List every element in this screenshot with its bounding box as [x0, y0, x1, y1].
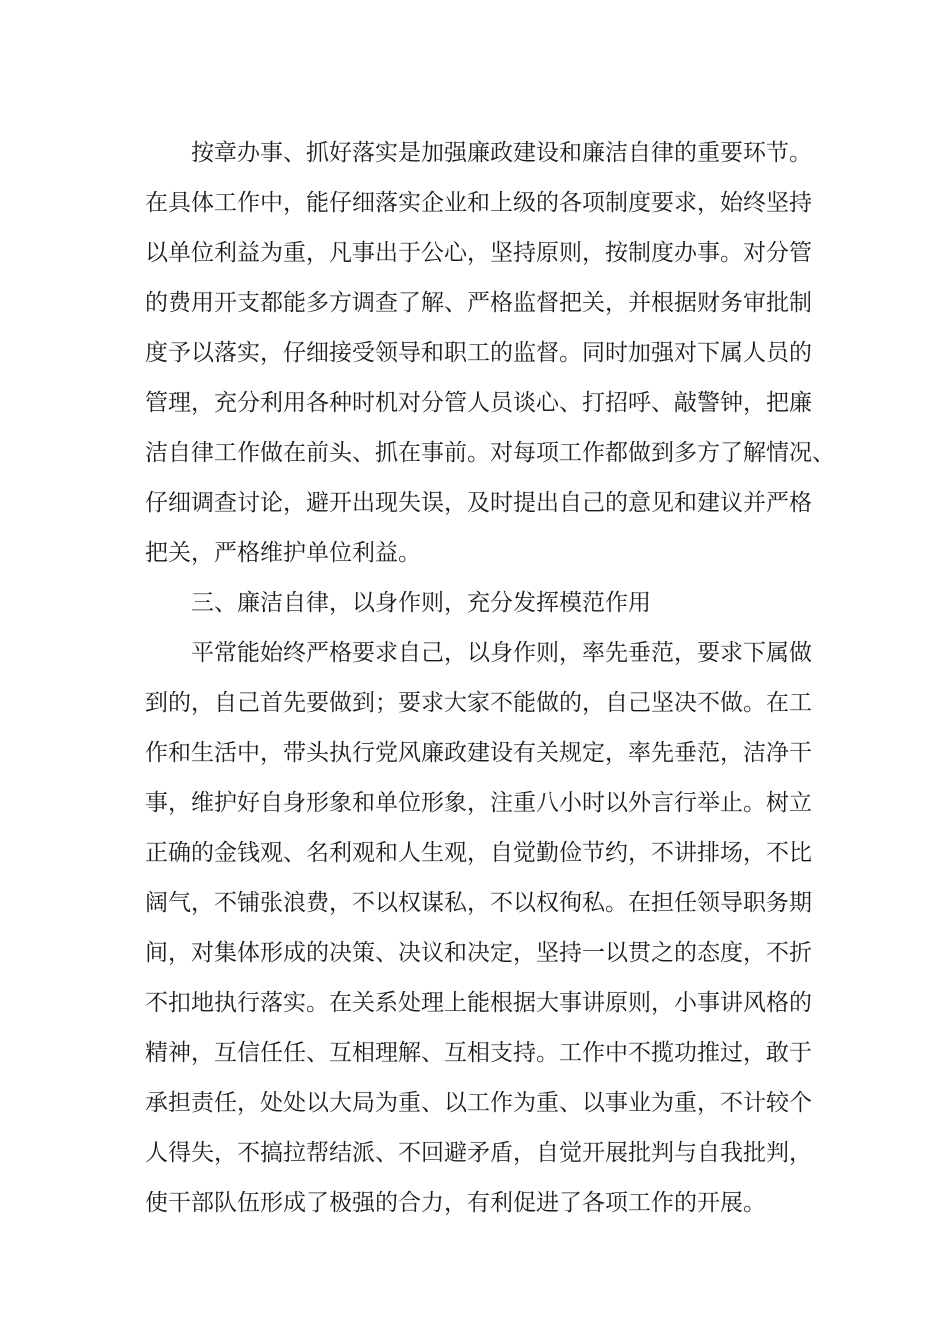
paragraph-line: 间，对集体形成的决策、决议和决定，坚持一以贯之的态度，不折	[145, 940, 812, 966]
paragraph-line: 正确的金钱观、名利观和人生观，自觉勤俭节约，不讲排场，不比	[145, 840, 812, 866]
paragraph-line: 阔气，不铺张浪费，不以权谋私，不以权徇私。在担任领导职务期	[145, 890, 812, 916]
paragraph-line: 使干部队伍形成了极强的合力，有利促进了各项工作的开展。	[145, 1190, 766, 1216]
paragraph-line: 承担责任，处处以大局为重、以工作为重、以事业为重，不计较个	[145, 1090, 812, 1116]
paragraph-line: 不扣地执行落实。在关系处理上能根据大事讲原则，小事讲风格的	[145, 990, 812, 1016]
paragraph-line: 把关，严格维护单位利益。	[145, 540, 421, 566]
paragraph-line: 的费用开支都能多方调查了解、严格监督把关，并根据财务审批制	[145, 290, 812, 316]
document-body	[145, 128, 835, 1228]
paragraph-line: 在具体工作中，能仔细落实企业和上级的各项制度要求，始终坚持	[145, 190, 812, 216]
paragraph-line: 精神，互信任任、互相理解、互相支持。工作中不揽功推过，敢于	[145, 1040, 812, 1066]
paragraph-line: 以单位利益为重，凡事出于公心，坚持原则，按制度办事。对分管	[145, 240, 812, 266]
paragraph-line: 洁自律工作做在前头、抓在事前。对每项工作都做到多方了解情况、	[145, 440, 835, 466]
paragraph-line: 人得失，不搞拉帮结派、不回避矛盾，自觉开展批判与自我批判，	[145, 1140, 812, 1166]
paragraph-line: 事，维护好自身形象和单位形象，注重八小时以外言行举止。树立	[145, 790, 812, 816]
paragraph-line: 按章办事、抓好落实是加强廉政建设和廉洁自律的重要环节。	[191, 140, 812, 166]
paragraph-line: 到的，自己首先要做到；要求大家不能做的，自己坚决不做。在工	[145, 690, 812, 716]
paragraph-line: 平常能始终严格要求自己，以身作则，率先垂范，要求下属做	[191, 640, 812, 666]
paragraph-line: 度予以落实，仔细接受领导和职工的监督。同时加强对下属人员的	[145, 340, 812, 366]
paragraph-line: 作和生活中，带头执行党风廉政建设有关规定，率先垂范，洁净干	[145, 740, 812, 766]
paragraph-line: 仔细调查讨论，避开出现失误，及时提出自己的意见和建议并严格	[145, 490, 812, 516]
paragraph-line: 管理，充分利用各种时机对分管人员谈心、打招呼、敲警钟，把廉	[145, 390, 812, 416]
section-heading: 三、廉洁自律，以身作则，充分发挥模范作用	[191, 590, 651, 616]
